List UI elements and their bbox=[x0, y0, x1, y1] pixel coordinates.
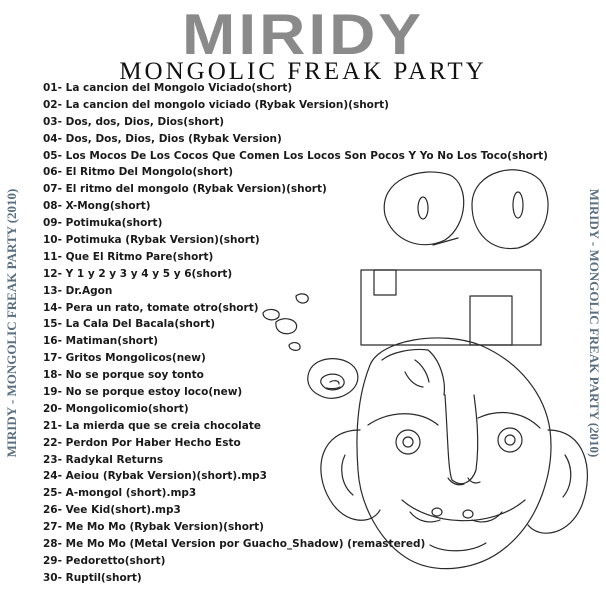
track-item: 12- Y 1 y 2 y 3 y 4 y 5 y 6(short) bbox=[43, 267, 233, 280]
track-item: 15- La Cala Del Bacala(short) bbox=[43, 318, 216, 331]
track-item: 03- Dos, dos, Dios, Dios(short) bbox=[43, 115, 225, 128]
eye-left-drawing bbox=[384, 172, 464, 245]
spine-text-right: MIRIDY - MONGOLIC FREAK PARTY (2010) bbox=[587, 188, 602, 458]
ear-left-drawing bbox=[321, 430, 380, 520]
mouth-box-drawing bbox=[361, 270, 541, 345]
track-item: 29- Pedoretto(short) bbox=[43, 554, 166, 567]
track-item: 14- Pera un rato, tomate otro(short) bbox=[43, 301, 259, 314]
track-item: 05- Los Mocos De Los Cocos Que Comen Los Locos Son Pocos Y Yo No Los Toco(short) bbox=[43, 149, 548, 162]
track-item: 06- El Ritmo Del Mongolo(short) bbox=[43, 166, 234, 179]
track-item: 19- No se porque estoy loco(new) bbox=[43, 386, 243, 399]
track-item: 16- Matiman(short) bbox=[43, 335, 159, 348]
track-item: 26- Vee Kid(short).mp3 bbox=[43, 504, 181, 517]
album-subtitle: MONGOLIC FREAK PARTY bbox=[119, 58, 487, 85]
track-item: 01- La cancion del Mongolo Viciado(short) bbox=[43, 82, 293, 94]
track-item: 25- A-mongol (short).mp3 bbox=[43, 487, 197, 500]
track-item: 10- Potimuka (Rybak Version)(short) bbox=[43, 234, 260, 247]
track-item: 08- X-Mong(short) bbox=[43, 200, 151, 213]
track-item: 20- Mongolicomio(short) bbox=[43, 402, 189, 415]
track-item: 30- Ruptil(short) bbox=[43, 571, 142, 584]
spine-text-left: MIRIDY - MONGOLIC FREAK PARTY (2010) bbox=[4, 188, 19, 458]
track-item: 17- Gritos Mongolicos(new) bbox=[43, 352, 206, 365]
album-title: MIRIDY bbox=[182, 1, 424, 67]
track-item: 09- Potimuka(short) bbox=[43, 217, 163, 230]
track-item: 28- Me Mo Mo (Metal Version por Guacho_Shadow) (remastered) bbox=[43, 538, 426, 551]
track-item: 22- Perdon Por Haber Hecho Esto bbox=[43, 436, 241, 449]
face-head-drawing bbox=[357, 338, 551, 569]
track-item: 02- La cancion del mongolo viciado (Rybak Version)(short) bbox=[43, 98, 389, 111]
eye-right-drawing bbox=[472, 170, 548, 249]
track-item: 11- Que El Ritmo Pare(short) bbox=[43, 250, 214, 263]
ear-right-drawing bbox=[528, 430, 587, 533]
track-item: 04- Dos, Dos, Dios, Dios (Rybak Version) bbox=[43, 132, 282, 145]
track-item: 24- Aeiou (Rybak Version)(short).mp3 bbox=[43, 470, 267, 483]
track-item: 18- No se porque soy tonto bbox=[43, 369, 204, 382]
track-item: 23- Radykal Returns bbox=[43, 453, 164, 466]
track-item: 07- El ritmo del mongolo (Rybak Version)(short) bbox=[43, 183, 327, 196]
track-item: 13- Dr.Agon bbox=[43, 284, 113, 297]
scribble-drawing bbox=[263, 294, 358, 398]
track-item: 27- Me Mo Mo (Rybak Version)(short) bbox=[43, 521, 264, 534]
track-item: 21- La mierda que se creia chocolate bbox=[43, 419, 261, 432]
